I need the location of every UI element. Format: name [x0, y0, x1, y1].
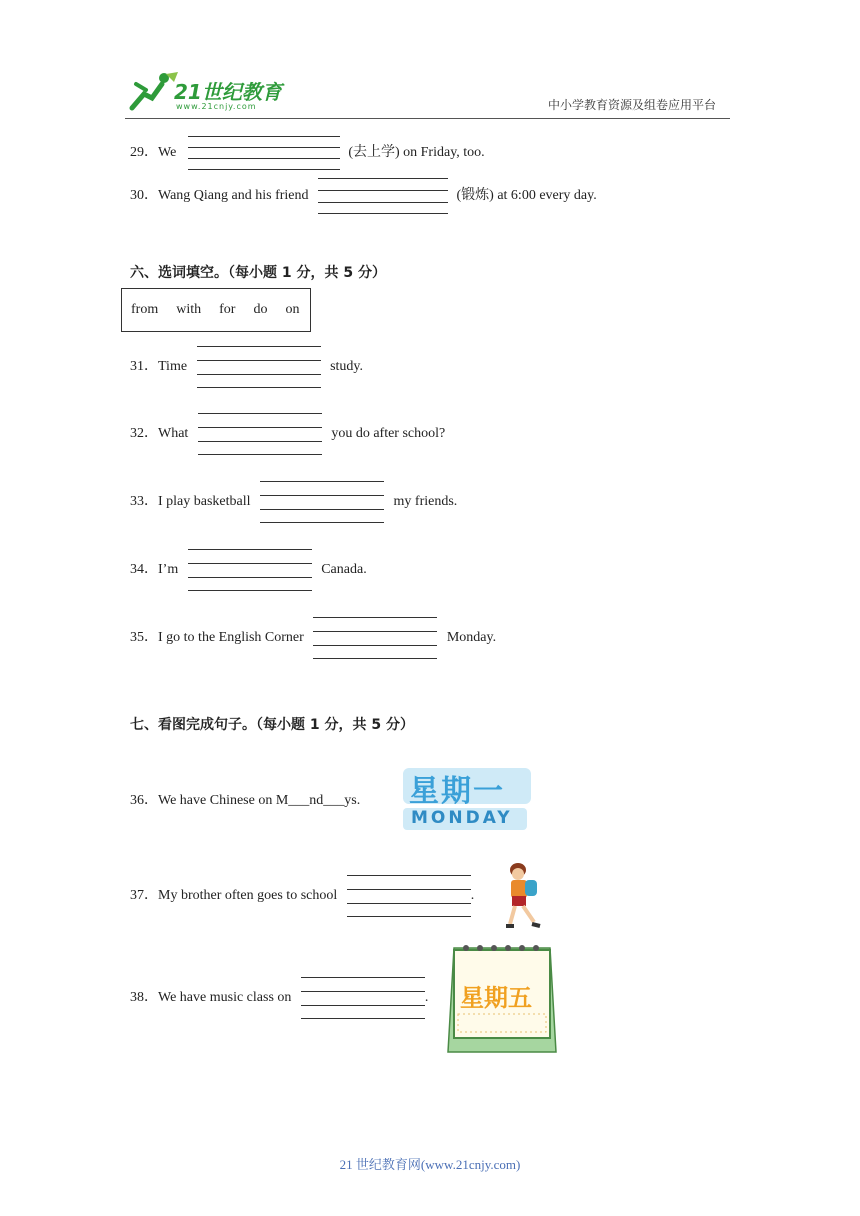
monday-sign-image [397, 760, 535, 836]
answer-blank[interactable] [197, 346, 321, 388]
question-30: 30．Wang Qiang and his friend (锻炼) at 6:00 every day. [130, 178, 597, 214]
calendar-day-text: 星期五 [460, 984, 532, 1012]
walking-boy-icon [498, 860, 552, 934]
monday-sign-en: MONDAY [411, 808, 513, 828]
question-34: 34．I’m Canada. [130, 549, 367, 591]
question-37: 37．My brother often goes to school . [130, 875, 474, 917]
platform-label: 中小学教育资源及组卷应用平台 [548, 98, 717, 112]
word-bank [121, 288, 311, 332]
answer-blank[interactable] [260, 481, 384, 523]
word-bank-item: on [285, 302, 300, 317]
word-bank-item: for [219, 302, 236, 317]
word-bank-item: with [176, 302, 202, 317]
answer-blank[interactable] [188, 136, 340, 170]
word-bank-item: do [253, 302, 268, 317]
logo-text: 21世纪教育 [174, 80, 282, 104]
calendar-image [446, 942, 560, 1054]
question-31: 31．Time study. [130, 346, 363, 388]
section-7-title: 七、看图完成句子。（每小题 1 分，共 5 分） [130, 717, 414, 733]
answer-blank[interactable] [347, 875, 471, 917]
section-6-title: 六、选词填空。（每小题 1 分，共 5 分） [130, 265, 386, 281]
word-bank-item: from [131, 302, 159, 317]
answer-blank[interactable] [188, 549, 312, 591]
answer-blank[interactable] [198, 413, 322, 455]
answer-blank[interactable] [318, 178, 448, 214]
site-logo [122, 70, 292, 116]
question-33: 33．I play basketball my friends. [130, 481, 457, 523]
logo-url: www.21cnjy.com [176, 102, 257, 111]
question-38: 38．We have music class on . [130, 977, 428, 1019]
page-footer: 21 世纪教育网(www.21cnjy.com) [339, 1157, 521, 1172]
monday-sign-cn: 星期一 [409, 774, 505, 809]
header-divider [125, 118, 730, 119]
question-35: 35．I go to the English Corner Monday. [130, 617, 496, 659]
answer-blank[interactable] [313, 617, 437, 659]
question-32: 32．What you do after school? [130, 413, 445, 455]
question-36: 36．We have Chinese on M___nd___ys. [130, 793, 361, 808]
question-29: 29．We (去上学) on Friday, too. [130, 136, 485, 170]
answer-blank[interactable] [301, 977, 425, 1019]
